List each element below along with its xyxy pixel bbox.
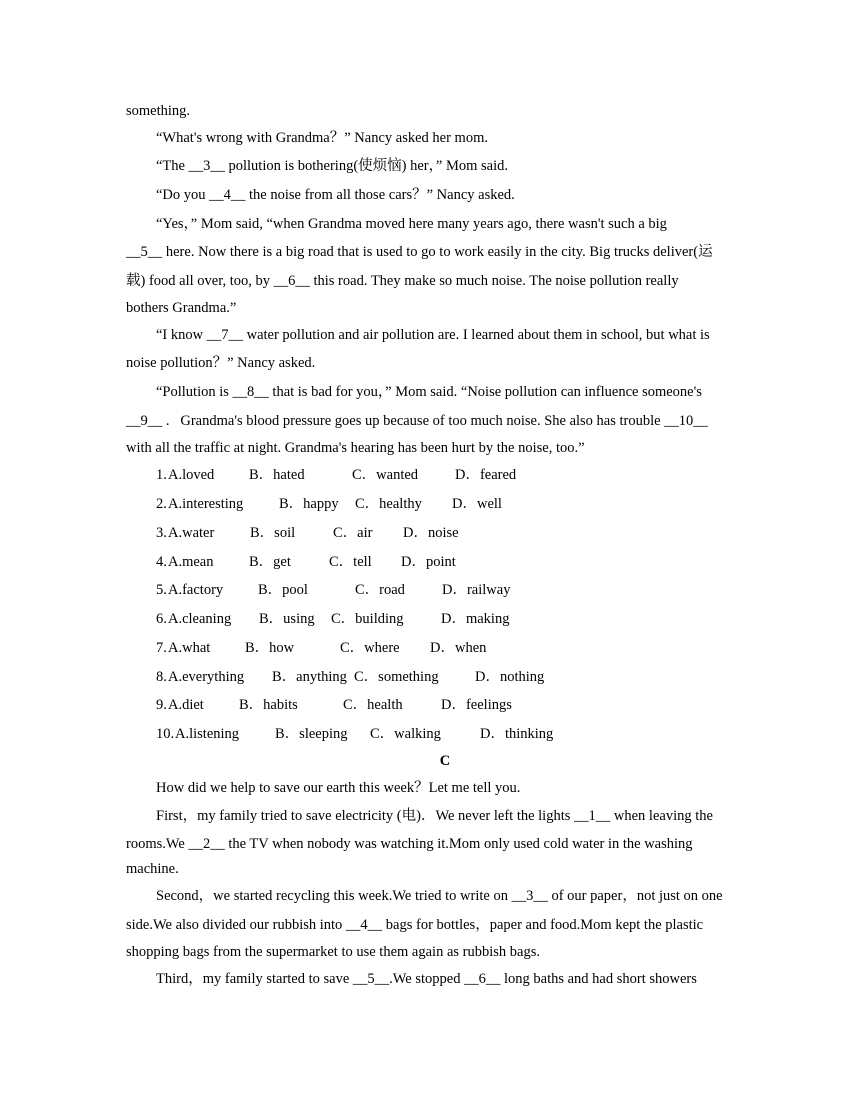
option-c: C．wanted <box>352 467 419 483</box>
option-d: D．noise <box>403 525 459 541</box>
question-number: 1. <box>156 467 167 483</box>
passage-line: rooms.We __2__ the TV when nobody was watching it.Mom only used cold water in the washing <box>126 836 693 852</box>
option-b: B．how <box>245 640 295 656</box>
option-c: C．air <box>333 525 373 541</box>
option-a: A.diet <box>168 697 204 713</box>
option-b: B．happy <box>279 496 339 512</box>
option-d: D．thinking <box>480 726 554 742</box>
passage-line: with all the traffic at night. Grandma's hearing has been hurt by the noise, too.” <box>126 440 585 456</box>
passage-line: “Do you __4__ the noise from all those cars？” Nancy asked. <box>156 187 515 203</box>
option-a: A.factory <box>168 582 224 598</box>
passage-line: Second，we started recycling this week.We tried to write on __3__ of our paper，not just on one <box>156 888 723 904</box>
passage-line: side.We also divided our rubbish into __4__ bags for bottles，paper and food.Mom kept the plastic <box>126 917 704 933</box>
option-a: A.what <box>168 640 211 656</box>
option-c: C．healthy <box>355 496 422 512</box>
passage-line: “Yes，” Mom said, “when Grandma moved here many years ago, there wasn't such a big <box>156 216 667 232</box>
passage-line: “What's wrong with Grandma？” Nancy asked her mom. <box>156 130 488 146</box>
passage-line: noise pollution？” Nancy asked. <box>126 355 316 371</box>
passage-line: machine. <box>126 861 179 877</box>
option-d: D．well <box>452 496 502 512</box>
passage-line: “Pollution is __8__ that is bad for you，” Mom said. “Noise pollution can influence someone's <box>156 384 702 400</box>
passage-line: __5__ here. Now there is a big road that is used to go to work easily in the city. Big trucks deliver(运 <box>126 244 713 260</box>
option-c: C．walking <box>370 726 441 742</box>
passage-line: “I know __7__ water pollution and air pollution are. I learned about them in school, but what is <box>156 327 710 343</box>
question-number: 4. <box>156 554 167 570</box>
option-d: D．nothing <box>475 669 545 685</box>
option-b: B．get <box>249 554 291 570</box>
option-a: A.listening <box>175 726 240 742</box>
option-b: B．soil <box>250 525 296 541</box>
option-a: A.mean <box>168 554 214 570</box>
option-c: C．health <box>343 697 403 713</box>
question-number: 7. <box>156 640 167 656</box>
passage-line: How did we help to save our earth this week？Let me tell you. <box>156 780 521 796</box>
option-a: A.loved <box>168 467 215 483</box>
passage-line: __9__ . Grandma's blood pressure goes up because of too much noise. She also has trouble __10__ <box>126 413 708 429</box>
question-number: 9. <box>156 697 167 713</box>
option-d: D．feared <box>455 467 517 483</box>
option-a: A.cleaning <box>168 611 232 627</box>
question-number: 5. <box>156 582 167 598</box>
question-number: 6. <box>156 611 167 627</box>
passage-line: First，my family tried to save electricity (电)．We never left the lights __1__ when leaving the <box>156 808 713 824</box>
option-d: D．feelings <box>441 697 512 713</box>
option-a: A.water <box>168 525 215 541</box>
option-a: A.everything <box>168 669 245 685</box>
option-c: C．tell <box>329 554 372 570</box>
option-a: A.interesting <box>168 496 244 512</box>
question-number: 2. <box>156 496 167 512</box>
passage-line: Third，my family started to save __5__.We stopped __6__ long baths and had short showers <box>156 971 697 987</box>
question-number: 10. <box>156 726 175 742</box>
question-number: 3. <box>156 525 167 541</box>
option-b: B．hated <box>249 467 305 483</box>
passage-line: “The __3__ pollution is bothering(使烦恼) her，” Mom said. <box>156 158 508 174</box>
option-b: B．habits <box>239 697 298 713</box>
option-c: C．road <box>355 582 405 598</box>
option-c: C．something <box>354 669 439 685</box>
option-d: D．railway <box>442 582 511 598</box>
option-d: D．making <box>441 611 510 627</box>
question-number: 8. <box>156 669 167 685</box>
passage-line: shopping bags from the supermarket to use them again as rubbish bags. <box>126 944 540 960</box>
option-d: D．point <box>401 554 456 570</box>
passage-line: 载) food all over, too, by __6__ this road. They make so much noise. The noise pollution really <box>126 273 679 289</box>
option-b: B．pool <box>258 582 308 598</box>
option-b: B．anything <box>272 669 347 685</box>
option-d: D．when <box>430 640 487 656</box>
option-c: C．building <box>331 611 404 627</box>
option-c: C．where <box>340 640 400 656</box>
passage-line: something. <box>126 103 191 119</box>
section-title: C <box>439 753 451 769</box>
passage-line: bothers Grandma.” <box>126 300 237 316</box>
option-b: B．sleeping <box>275 726 348 742</box>
option-b: B．using <box>259 611 315 627</box>
